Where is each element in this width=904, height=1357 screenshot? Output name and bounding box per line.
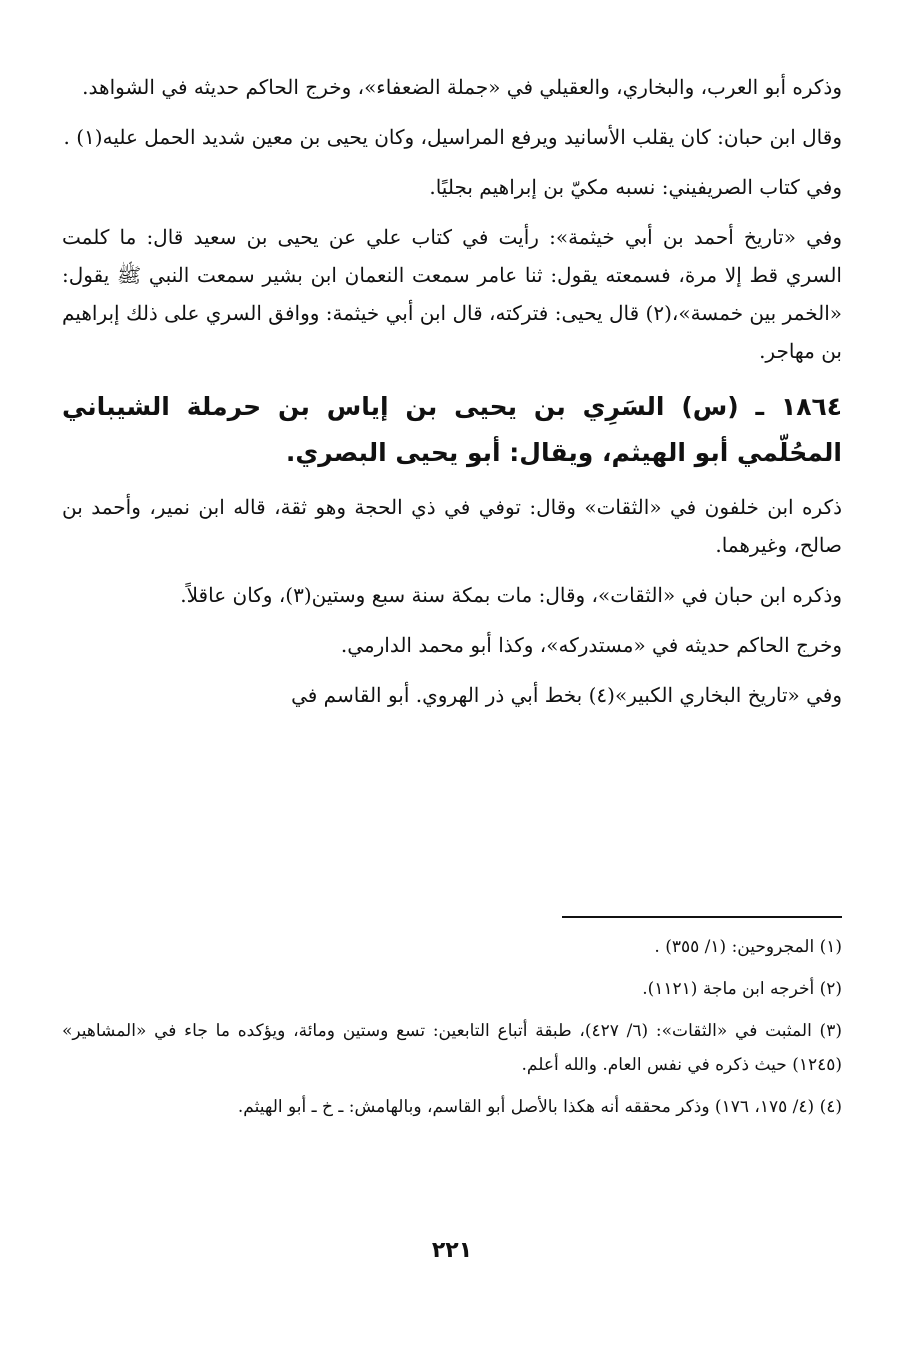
page-number: ٢٢١ bbox=[431, 1238, 473, 1263]
paragraph-ibn-hibban-thiqat: وذكره ابن حبان في «الثقات»، وقال: مات بمكة سنة سبع وستين(٣)، وكان عاقلاً. bbox=[180, 583, 842, 607]
footnote-3: (٣) المثبت في «الثقات»: (٦/ ٤٢٧)، طبقة أتباع التابعين: تسع وستين ومائة، ويؤكده ما جاء في «المشاهير» (١٢٤٥) حيث ذكره في نفس العام. والله أعلم. bbox=[62, 1021, 842, 1075]
paragraph-ibn-khalfun: ذكره ابن خلفون في «الثقات» وقال: توفي في ذي الحجة وهو ثقة، قاله ابن نمير، وأحمد بن صالح، وغيرهما. bbox=[62, 495, 842, 557]
footnote-4: (٤) (٤/ ١٧٥، ١٧٦) وذكر محققه أنه هكذا بالأصل أبو القاسم، وبالهامش: ـ خ ـ أبو الهيثم. bbox=[237, 1097, 842, 1117]
paragraph-abu-al-arab: وذكره أبو العرب، والبخاري، والعقيلي في «جملة الضعفاء»، وخرج الحاكم حديثه في الشواهد. bbox=[82, 75, 842, 99]
paragraph-sarifini: وفي كتاب الصريفيني: نسبه مكيّ بن إبراهيم بجليًا. bbox=[429, 175, 842, 199]
paragraph-ibn-abi-khaythama: وفي «تاريخ أحمد بن أبي خيثمة»: رأيت في كتاب علي عن يحيى بن سعيد قال: ما كلمت السري قط إلا مرة، فسمعته يقول: ثنا عامر سمعت النعمان ابن بشير سمعت النبي ﷺ يقول: «الخمر بين خمسة»،(٢) قال يحيى: فتركته، قال ابن أبي خيثمة: ووافق السري على ذلك إبراهيم بن مهاجر. bbox=[62, 225, 842, 363]
footnote-1: (١) المجروحين: (١/ ٣٥٥) . bbox=[654, 937, 842, 957]
paragraph-ibn-hibban: وقال ابن حبان: كان يقلب الأسانيد ويرفع المراسيل، وكان يحيى بن معين شديد الحمل عليه(١) . bbox=[63, 125, 842, 149]
footnotes bbox=[62, 930, 842, 1132]
entry-heading: ١٨٦٤ ـ (س) السَرِي بن يحيى بن إياس بن حرملة الشيباني المحُلّمي أبو الهيثم، ويقال: أبو يحيى البصري. bbox=[62, 392, 842, 467]
footnote-divider bbox=[562, 916, 842, 918]
footnote-2: (٢) أخرجه ابن ماجة (١١٢١). bbox=[642, 979, 842, 999]
paragraph-bukhari-tarikh: وفي «تاريخ البخاري الكبير»(٤) بخط أبي ذر الهروي. أبو القاسم في bbox=[291, 683, 842, 707]
paragraph-hakim: وخرج الحاكم حديثه في «مستدركه»، وكذا أبو محمد الدارمي. bbox=[340, 633, 842, 657]
main-text bbox=[62, 68, 842, 726]
